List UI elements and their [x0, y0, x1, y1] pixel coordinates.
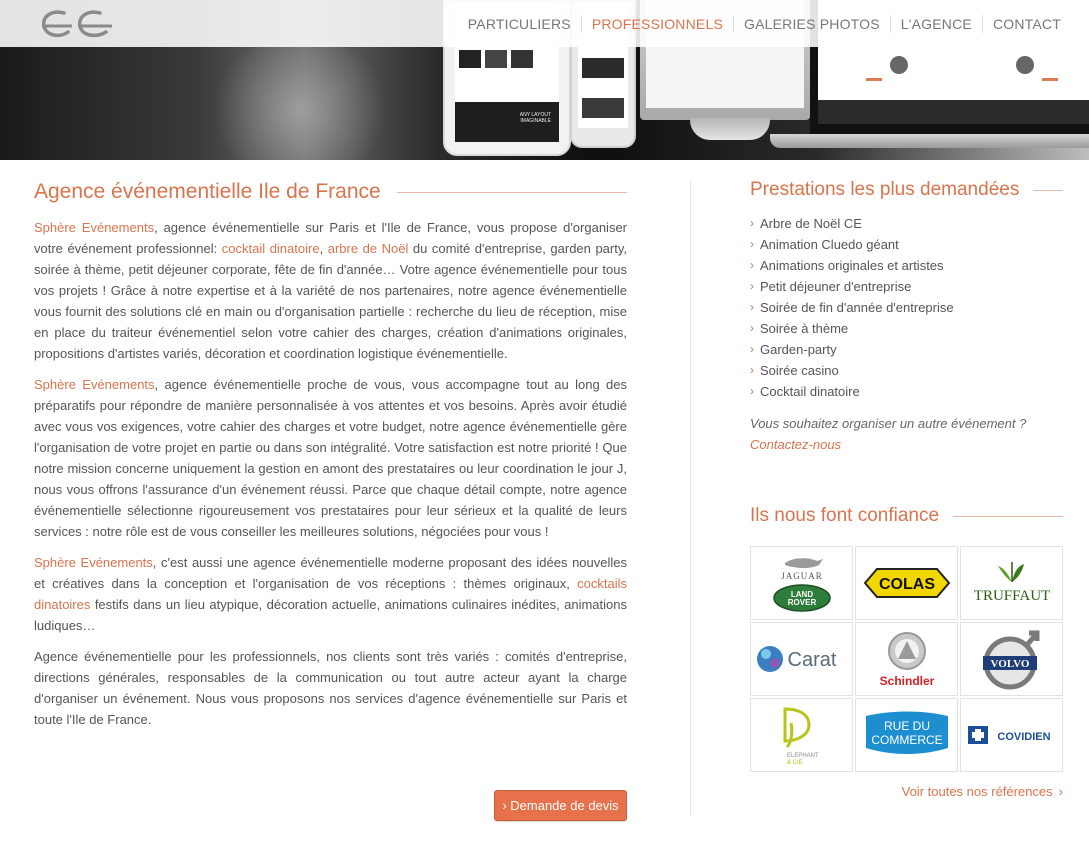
services-list — [750, 213, 1063, 402]
accompaniment-paragraph — [34, 374, 627, 542]
logo-rueducommerce-text-2: COMMERCE — [870, 733, 943, 747]
chevron-right-icon: › — [750, 216, 754, 230]
logo-jaguar-text: JAGUAR — [780, 571, 823, 581]
other-event-question: Vous souhaitez organiser un autre événement ? — [750, 416, 1027, 431]
service-item[interactable] — [750, 255, 1063, 276]
logo-covidien-text: COVIDIEN — [996, 731, 1051, 743]
quote-request-button[interactable]: › Demande de devis — [494, 790, 627, 821]
chevron-right-icon: › — [750, 321, 754, 335]
logo-schindler[interactable] — [855, 622, 958, 696]
service-label: Soirée casino — [760, 363, 839, 378]
logo-covidien[interactable] — [960, 698, 1063, 772]
main-content — [34, 176, 628, 813]
other-event-prompt — [750, 413, 1063, 455]
chevron-right-icon: › — [750, 258, 754, 272]
hero-monitor-stand — [690, 118, 770, 140]
service-item[interactable] — [750, 339, 1063, 360]
paragraph-text: , — [319, 241, 328, 256]
nav-contact[interactable]: CONTACT — [982, 15, 1071, 33]
paragraph-text: festifs dans un lieu atypique, décoration actuelle, animations culinaires inédites, animations ludiques… — [34, 597, 627, 633]
logo-landrover-text-2: ROVER — [787, 598, 816, 607]
logo-elephant-text-1: ELEPHANT — [786, 753, 819, 759]
paragraph-text: , c'est aussi une agence événementielle moderne proposant des idées nouvelles et créatives dans la conception et l'organisation de vos réceptions : thèmes originaux, — [34, 555, 628, 591]
clients-title: Ils nous font confiance — [750, 505, 940, 526]
hero-tablet-caption-1: ANY LAYOUT — [519, 112, 551, 118]
title-rule — [397, 192, 627, 193]
chevron-right-icon: › — [1058, 784, 1063, 799]
service-label: Cocktail dinatoire — [760, 384, 860, 399]
logo-truffaut[interactable] — [960, 546, 1063, 620]
sidebar — [750, 176, 1063, 455]
logo-carat-text: Carat — [787, 649, 836, 671]
chevron-right-icon: › — [750, 384, 754, 398]
service-item[interactable] — [750, 318, 1063, 339]
service-label: Soirée à thème — [760, 321, 849, 336]
service-item[interactable] — [750, 381, 1063, 402]
link-arbre-de-noel[interactable]: arbre de Noël — [327, 241, 409, 256]
nav-agence[interactable]: L'AGENCE — [890, 15, 982, 33]
logo-rue-du-commerce[interactable] — [855, 698, 958, 772]
service-label: Soirée de fin d'année d'entreprise — [760, 300, 954, 315]
all-references-label: Voir toutes nos références — [901, 784, 1053, 799]
nav-galeries-photos[interactable]: GALERIES PHOTOS — [733, 15, 890, 33]
logo-rueducommerce-text-1: RUE DU — [883, 719, 930, 733]
logo-elephant-cie[interactable] — [750, 698, 853, 772]
chevron-right-icon: › — [750, 237, 754, 251]
service-item[interactable] — [750, 297, 1063, 318]
service-label: Petit déjeuner d'entreprise — [760, 279, 912, 294]
chevron-right-icon: › — [750, 300, 754, 314]
clients-section — [750, 502, 1063, 772]
hero-blur — [200, 40, 400, 160]
top-bar — [0, 0, 1089, 47]
link-sphere-evenements[interactable]: Sphère Evénements — [34, 377, 155, 392]
page-title: Agence événementielle Ile de France — [34, 180, 381, 203]
column-divider — [690, 180, 691, 816]
all-references-link[interactable] — [750, 784, 1063, 799]
logo-volvo-text: VOLVO — [990, 658, 1029, 670]
clients-title-rule — [953, 516, 1063, 517]
main-nav — [458, 15, 1071, 33]
sidebar-title-rule — [1033, 190, 1063, 191]
service-label: Garden-party — [760, 342, 837, 357]
intro-paragraph — [34, 217, 627, 364]
link-sphere-evenements[interactable]: Sphère Evénements — [34, 220, 155, 235]
chevron-right-icon: › — [750, 342, 754, 356]
nav-particuliers[interactable]: PARTICULIERS — [467, 16, 571, 32]
client-logo-grid — [750, 546, 1063, 772]
service-label: Animations originales et artistes — [760, 258, 944, 273]
logo-carat[interactable] — [750, 622, 853, 696]
paragraph-text: du comité d'entreprise, garden party, soirée à thème, petit déjeuner corporate, fête de fin d'année… Votre agence événementielle pour tous vos projets ! Grâce à notre expertise et à la variété de nos partenaires, notre agence événementielle vous fournit des solutions clé en main ou d'organisation partielle : recherche du lieu de réception, mise en place du traiteur événementiel selon votre cahier des charges, création d'animations originales, propositions d'artistes variés, décoration et coordination logistique événementielle. — [34, 241, 627, 361]
contact-link[interactable]: Contactez-nous — [750, 437, 842, 452]
link-cocktail-dinatoire[interactable]: cocktail dinatoire — [221, 241, 320, 256]
modern-agency-paragraph — [34, 552, 627, 636]
logo-volvo[interactable] — [960, 622, 1063, 696]
service-item[interactable] — [750, 234, 1063, 255]
logo-landrover-text-1: LAND — [790, 590, 813, 599]
logo-colas[interactable] — [855, 546, 958, 620]
logo-jaguar-landrover[interactable] — [750, 546, 853, 620]
logo[interactable] — [38, 4, 118, 44]
logo-truffaut-text: TRUFFAUT — [973, 588, 1050, 604]
service-label: Arbre de Noël CE — [760, 216, 862, 231]
service-item[interactable] — [750, 213, 1063, 234]
chevron-right-icon: › — [750, 279, 754, 293]
nav-professionnels[interactable]: PROFESSIONNELS — [581, 15, 733, 33]
service-label: Animation Cluedo géant — [760, 237, 899, 252]
logo-elephant-text-2: & CIE — [786, 760, 803, 766]
paragraph-text: , agence événementielle proche de vous, vous accompagne tout au long des préparatifs pour répondre de manière personnalisée à vos attentes et vos besoins. Après avoir étudié avec vous vos exigences, votre cahier des charges et votre budget, notre agence événementielle gère l'organisation de votre projet en partie ou dans son intégralité. Votre satisfaction est notre priorité ! Que notre mission concerne uniquement la gestion en amont des prestataires ou leur coordination le jour J, nous vous offrons l'assurance d'un événement réussi. Parce que chaque détail compte, notre agence événementielle sélectionne rigoureusement vos prestataires pour leur sérieux et la qualité de leurs services : notre rôle est de vous conseiller les meilleures solutions, négociées pour vous ! — [34, 377, 627, 539]
link-cocktails-dinatoires[interactable]: cocktails dinatoires — [34, 576, 627, 612]
chevron-right-icon: › — [750, 363, 754, 377]
paragraph-text: , agence événementielle sur Paris et l'Ile de France, vous propose d'organiser votre événement professionnel: — [34, 220, 628, 256]
hero-tablet-caption-2: IMAGINABLE — [520, 118, 551, 124]
logo-colas-text: COLAS — [878, 576, 935, 593]
service-item[interactable] — [750, 360, 1063, 381]
clients-paragraph: Agence événementielle pour les professionnels, nos clients sont très variés : comités d'entreprise, directions générales, responsables de la communication ou tout autre acteur ayant la charge d'organiser un événement. Nous vous proposons nos services d'agence événementielle sur Paris et toute l'Ile de France. — [34, 649, 627, 727]
service-item[interactable] — [750, 276, 1063, 297]
logo-schindler-text: Schindler — [879, 674, 934, 688]
sidebar-title: Prestations les plus demandées — [750, 179, 1020, 200]
link-sphere-evenements[interactable]: Sphère Evénements — [34, 555, 153, 570]
